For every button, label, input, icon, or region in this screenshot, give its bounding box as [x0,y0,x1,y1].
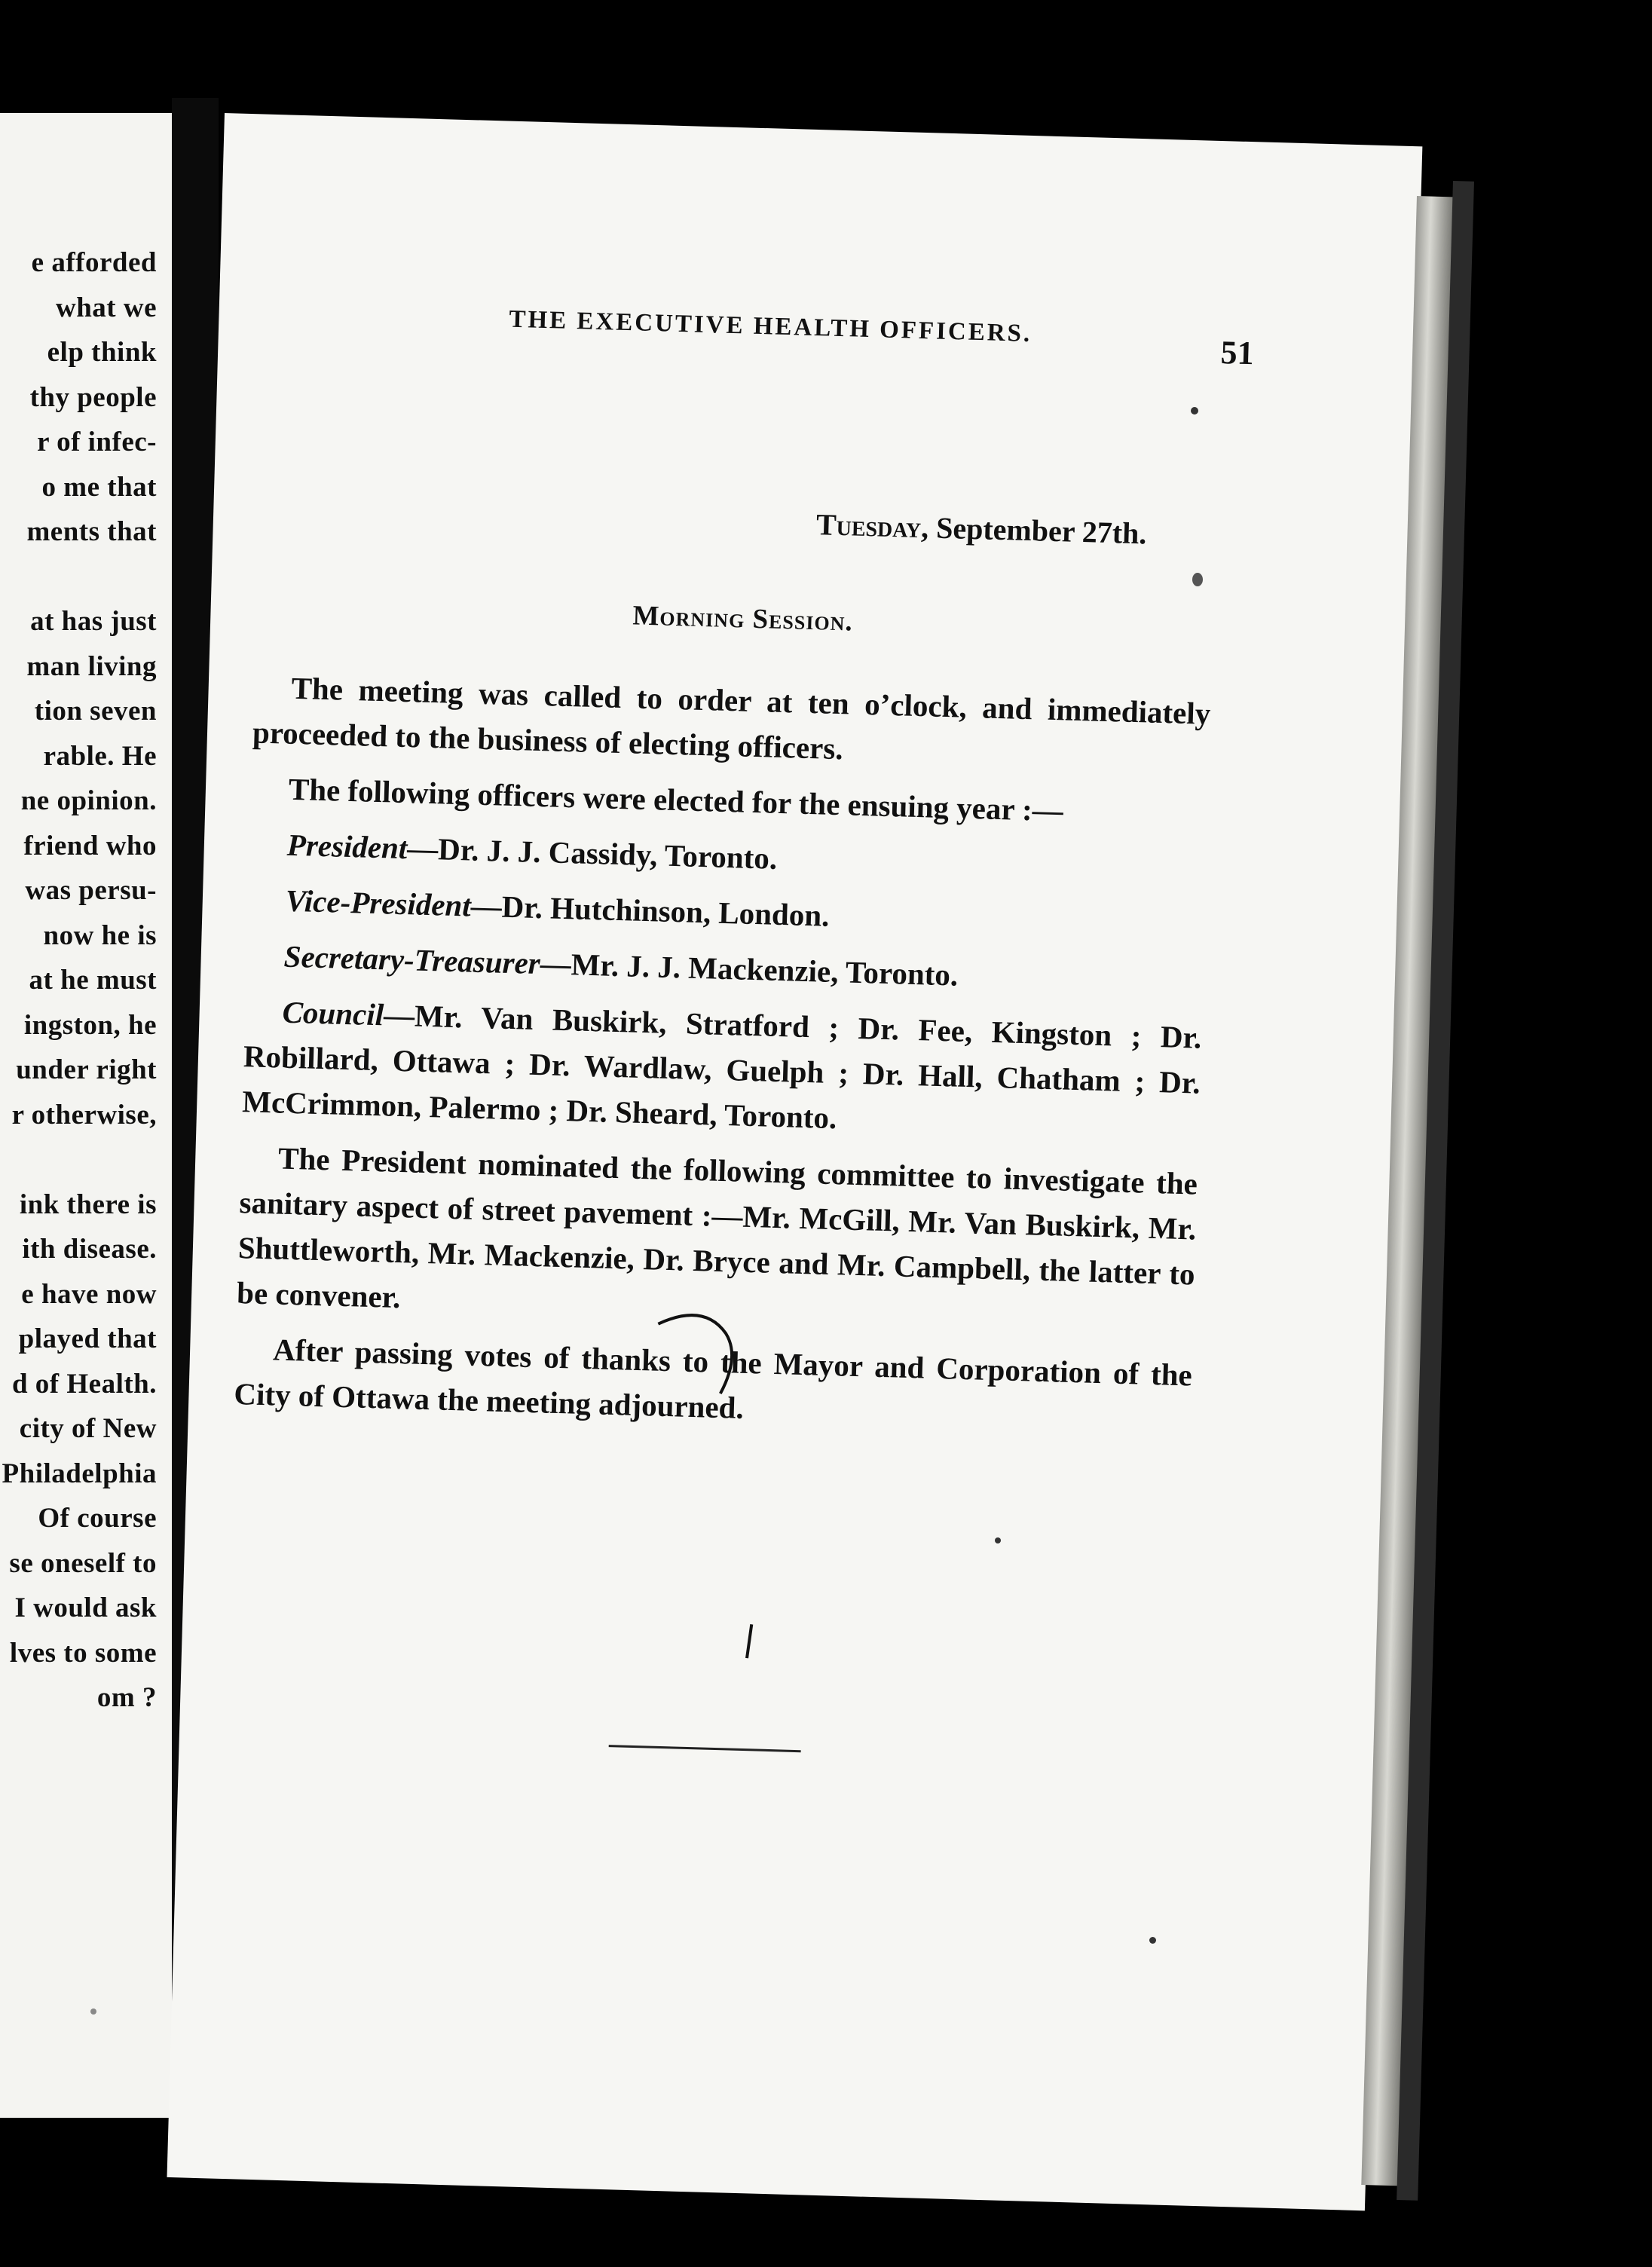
officer-council [242,988,1203,1150]
dust-speck [1191,407,1198,415]
dust-speck [995,1537,1001,1543]
session-heading: Morning Session. [632,600,854,638]
left-page-line: Philadelphia [2,1458,157,1489]
left-page-line: friend who [23,830,157,861]
page-number: 51 [1219,334,1255,372]
dust-speck [1192,573,1203,586]
officer-label: President [286,827,408,866]
dust-speck [90,2008,96,2015]
running-head: THE EXECUTIVE HEALTH OFFICERS. [509,305,1032,348]
paragraph-officers-intro: The following officers were elected for the ensuing year :— [288,771,1064,828]
section-rule [609,1745,801,1752]
officer-value: —Dr. Hutchinson, London. [470,888,831,933]
left-page-line: tion seven [34,696,157,727]
officer-label: Secretary-Treasurer [283,938,541,981]
left-page-line: thy people [29,381,157,413]
pen-tick-mark [739,1620,763,1666]
left-page-line: se oneself to [9,1547,157,1579]
left-page-line: r otherwise, [11,1099,157,1130]
dateline-date: , September 27th. [920,510,1148,551]
left-page-line: elp think [47,337,157,368]
left-page-line: under right [16,1054,157,1085]
paragraph-committee: The President nominated the following committee to investigate the sanitary aspect of street pavement :—Mr. McGill, Mr. Van Buskirk, Mr. Shuttleworth, Mr. Mackenzie, Dr. Bryce and Mr. Campbell, the latter to be convener. [236,1140,1198,1315]
left-page-line: om ? [96,1682,157,1713]
left-page-line: ith disease. [22,1234,157,1265]
left-page-line: city of New [19,1413,157,1444]
left-page-line: lves to some [9,1637,157,1669]
paragraph-adjournment: After passing votes of thanks to the Mayor and Corporation of the City of Ottawa the meeting adjourned. [233,1332,1193,1425]
pen-annotation [648,1301,757,1409]
left-page-line: e afforded [31,247,157,278]
left-page-line: o me that [41,471,157,503]
dateline [815,506,1147,551]
paragraph-call-to-order: The meeting was called to order at ten o’clock, and immediately proceeded to the business of electing officers. [252,670,1211,766]
officer-value: —Mr. J. J. Mackenzie, Toronto. [540,946,959,993]
left-page-line: ingston, he [23,1009,157,1041]
right-page [167,113,1422,2210]
left-page-line: what we [55,292,157,323]
dateline-day: Tuesday [815,507,922,545]
left-page-line: man living [26,650,157,682]
officer-value: —Mr. Van Buskirk, Stratford ; Dr. Fee, Kingston ; Dr. Robillard, Ottawa ; Dr. Wardlaw, Guelph ; Dr. Hall, Chatham ; Dr. McCrimmon, Palermo ; Dr. Sheard, Toronto. [241,997,1202,1136]
left-page-line: e have now [21,1278,157,1310]
left-facing-page [0,113,172,2118]
dust-speck [1149,1937,1156,1944]
left-page-line: ink there is [19,1189,157,1220]
officer-label: Vice-President [285,883,472,923]
left-page-line: at has just [30,606,157,637]
left-page-line: I would ask [14,1592,157,1623]
left-page-line: now he is [43,919,157,951]
left-page-line: was persu- [25,875,157,906]
left-page-line: played that [18,1323,157,1354]
left-page-line: Of course [38,1503,157,1534]
officer-value: —Dr. J. J. Cassidy, Toronto. [406,831,778,876]
left-page-line: d of Health. [11,1368,157,1400]
left-page-line: ne opinion. [20,785,157,816]
officer-label: Council [282,994,384,1033]
left-page-line: r of infec- [37,427,157,457]
left-page-line: ments that [26,516,157,547]
left-page-line: rable. He [43,740,157,772]
left-page-line: at he must [29,965,157,996]
